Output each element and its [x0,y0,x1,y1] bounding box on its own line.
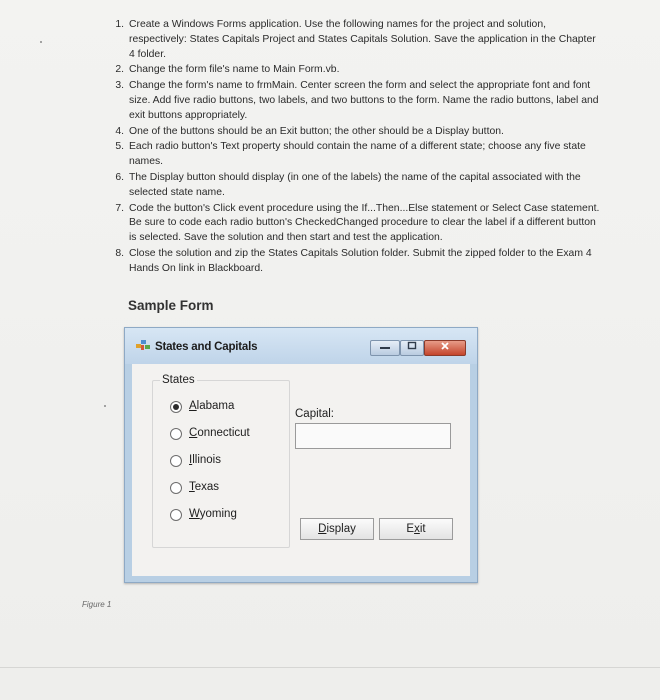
instruction-item: 6. The Display button should display (in one of the labels) the name of the capital associated with the selected state name. [115,171,581,198]
capital-label: Capital: [295,408,334,420]
instruction-item: 2. Change the form file's name to Main Form.vb. [115,64,340,76]
radio-selected-indicator[interactable] [170,401,182,413]
exit-button[interactable]: Exit [379,518,453,540]
capital-output-label [295,423,451,449]
window-titlebar [125,328,477,364]
instruction-item: 8. Close the solution and zip the States Capitals Solution folder. Submit the zipped folder to the Exam 4 Hands On link in Blackboard. [115,247,592,274]
radio-indicator[interactable] [170,509,182,521]
maximize-icon [407,341,417,351]
instruction-list [104,18,604,278]
page-divider [0,667,660,668]
instruction-item: 3. Change the form's name to frmMain. Center screen the form and select the appropriate font and font size. Add five radio buttons, two labels, and two buttons to the form. Name the radio buttons, label and exit buttons appropriately. [115,80,599,121]
instruction-item: 5. Each radio button's Text property should contain the name of a different state; choose any five state names. [115,141,586,168]
states-group-label: States [162,374,195,386]
window-title: States and Capitals [155,341,258,353]
sample-form-heading: Sample Form [128,298,214,313]
close-icon [440,341,450,351]
speck [104,405,106,407]
close-button[interactable] [424,340,466,356]
radio-label: Alabama [189,400,235,412]
radio-label: Texas [189,481,220,493]
instruction-item: 7. Code the button's Click event procedure using the If...Then...Else statement or Select Case statement. Be sure to code each radio button's CheckedChanged procedure to clear the label if a different button is selected. Save the solution and then start and test the application. [115,202,600,244]
form-icon [136,339,150,351]
form-client-area [132,364,470,576]
minimize-icon [379,341,391,351]
figure-caption: Figure 1 [82,600,112,609]
speck [40,41,42,43]
radio-label: Illinois [189,454,221,466]
maximize-button[interactable] [400,340,424,356]
radio-indicator[interactable] [170,455,182,467]
minimize-button[interactable] [370,340,400,356]
sample-form-window [124,327,478,583]
instruction-item: 1. Create a Windows Forms application. Use the following names for the project and solution, respectively: States Capitals Project and States Capitals Solution. Save the application in the Chapter 4 folder. [115,19,596,60]
radio-indicator[interactable] [170,428,182,440]
radio-indicator[interactable] [170,482,182,494]
instruction-item: 4. One of the buttons should be an Exit button; the other should be a Display button. [115,125,504,137]
display-button[interactable]: Display [300,518,374,540]
radio-label: Connecticut [189,427,250,439]
radio-label: Wyoming [189,508,237,520]
